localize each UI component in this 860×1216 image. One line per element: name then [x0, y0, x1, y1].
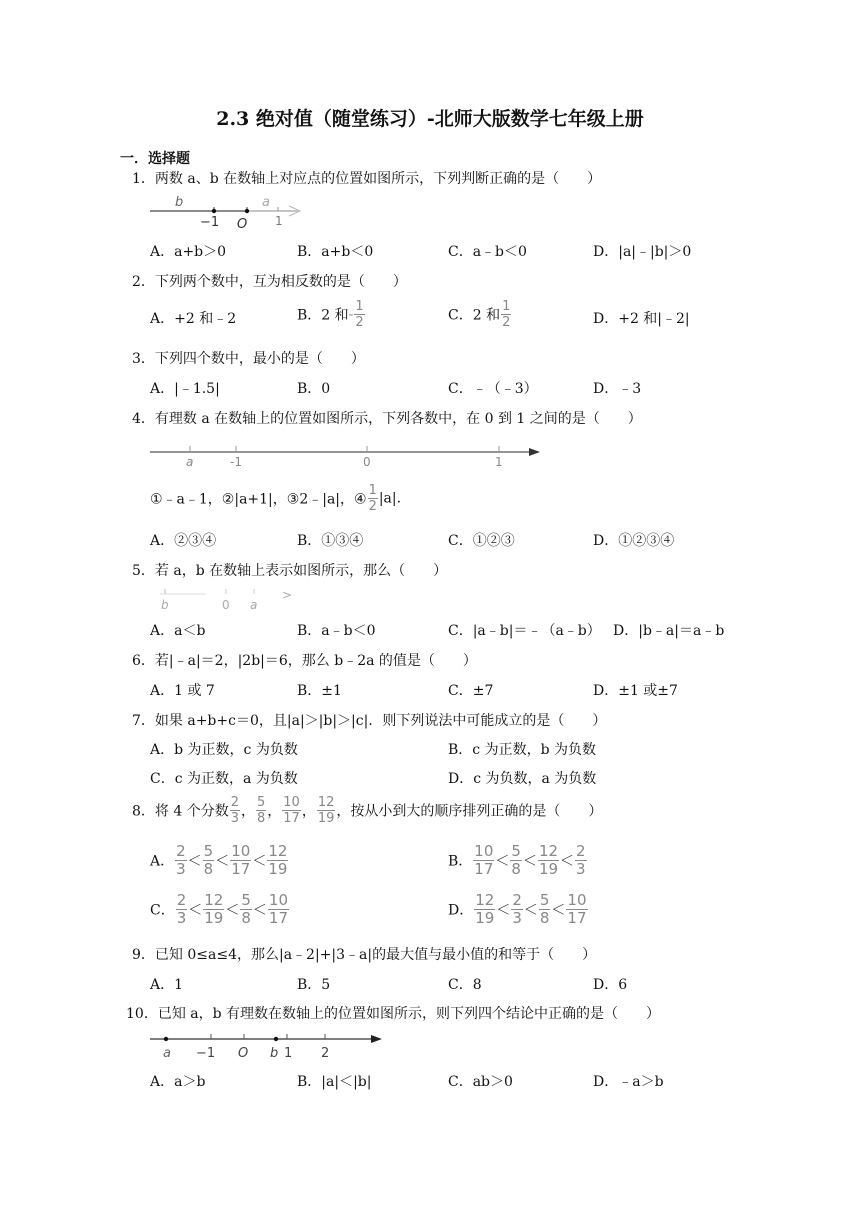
document-title: 2.3 绝对值（随堂练习）-北师大版数学七年级上册 — [216, 108, 644, 130]
q3-option-b[interactable]: B．0 — [297, 381, 331, 397]
numerator: 12 — [204, 891, 224, 909]
denominator: 19 — [475, 909, 495, 927]
numerator: 10 — [567, 891, 587, 909]
question-2-text: 2．下列两个数中，互为相反数的是（ ） — [132, 274, 407, 290]
question-1-text: 1．两数 a、b 在数轴上对应点的位置如图所示，下列判断正确的是（ ） — [132, 171, 602, 187]
q9-option-b[interactable]: B．5 — [297, 977, 331, 993]
numerator: 10 — [283, 795, 300, 810]
less-than-sign: ＜ — [495, 853, 510, 870]
q4-label-neg1: -1 — [230, 455, 242, 469]
numerator: 1 — [355, 299, 364, 314]
q9-option-c[interactable]: C．8 — [448, 977, 482, 993]
question-10-text: 10．已知 a，b 有理数在数轴上的位置如图所示，则下列四个结论中正确的是（ ） — [126, 1006, 661, 1022]
q10-label-b: b — [270, 1046, 279, 1061]
q4-items-text: ①﹣a﹣1，②|a+1|，③2﹣|a|，④ — [150, 491, 367, 508]
question-7-text: 7．如果 a+b+c＝0，且|a|＞|b|＞|c|．则下列说法中可能成立的是（ ） — [132, 713, 607, 729]
q1-option-d[interactable]: D．|a|﹣|b|＞0 — [593, 244, 692, 260]
numerator: 2 — [176, 891, 187, 909]
q5-option-b[interactable]: B．a﹣b＜0 — [297, 623, 376, 639]
q1-option-b[interactable]: B．a+b＜0 — [297, 244, 374, 260]
q10-label-2: 2 — [321, 1046, 330, 1061]
q5-label-a: a — [250, 598, 258, 612]
numerator: 12 — [475, 891, 495, 909]
q4-label-1: 1 — [495, 455, 503, 469]
q2-option-c-label: C．2 和 — [448, 307, 501, 324]
denominator: 3 — [176, 909, 187, 927]
q3-option-c[interactable]: C．﹣（﹣3） — [448, 381, 538, 397]
numerator: 2 — [176, 842, 186, 860]
less-than-sign: ＜ — [522, 853, 537, 870]
q6-option-c[interactable]: C．±7 — [448, 683, 494, 699]
section-heading: 一．选择题 — [120, 151, 190, 167]
q4-option-b[interactable]: B．①③④ — [297, 533, 364, 549]
q4-option-c[interactable]: C．①②③ — [448, 533, 515, 549]
less-than-sign: ＜ — [187, 853, 202, 870]
q8-fraction — [256, 796, 266, 825]
q2-option-c[interactable] — [448, 300, 512, 329]
number-line-q5 — [150, 585, 310, 613]
option-label: D． — [448, 902, 474, 919]
q2-option-a[interactable]: A．+2 和﹣2 — [150, 311, 237, 327]
fraction — [575, 844, 587, 877]
q6-option-a[interactable]: A．1 或 7 — [150, 683, 215, 699]
numerator: 10 — [268, 891, 288, 909]
q2-option-c-fraction — [501, 300, 511, 329]
q1-option-c[interactable]: C．a﹣b＜0 — [448, 244, 527, 260]
denominator: 17 — [268, 909, 288, 927]
q9-option-a[interactable]: A．1 — [150, 977, 184, 993]
number-line-q10 — [148, 1028, 388, 1062]
q7-option-b[interactable]: B．c 为正数，b 为负数 — [448, 742, 596, 758]
less-than-sign: ＜ — [225, 902, 240, 919]
denominator: 19 — [268, 860, 288, 878]
numerator: 10 — [474, 842, 494, 860]
fraction — [566, 893, 587, 926]
q10-option-d[interactable]: D．﹣a＞b — [593, 1074, 664, 1090]
denominator: 8 — [511, 860, 521, 878]
q8-option-a[interactable] — [150, 844, 289, 877]
q8-fraction — [317, 796, 336, 825]
denominator: 2 — [502, 315, 511, 330]
q2-option-b-sign: - — [348, 306, 354, 323]
q8-option-b[interactable] — [448, 844, 588, 877]
q4-items — [150, 484, 401, 513]
fraction — [473, 844, 494, 877]
q7-option-a[interactable]: A．b 为正数，c 为负数 — [150, 742, 298, 758]
number-line-q4 — [148, 440, 548, 470]
denominator: 8 — [539, 909, 550, 927]
less-than-sign: ＜ — [496, 902, 511, 919]
q4-option-d[interactable]: D．①②③④ — [593, 533, 675, 549]
denominator: 8 — [203, 860, 214, 878]
q2-option-b[interactable] — [297, 300, 366, 329]
less-than-sign: ＜ — [252, 853, 267, 870]
q8-option-c[interactable] — [150, 893, 290, 926]
fraction — [539, 893, 551, 926]
q10-option-b[interactable]: B．|a|＜|b| — [297, 1074, 372, 1090]
denominator: 19 — [204, 909, 224, 927]
numerator: 2 — [512, 891, 522, 909]
denominator: 17 — [231, 860, 251, 878]
less-than-sign: ＜ — [188, 902, 203, 919]
fraction — [268, 893, 289, 926]
numerator: 12 — [268, 842, 288, 860]
denominator: 2 — [368, 499, 377, 514]
fraction — [510, 844, 522, 877]
denominator: 19 — [317, 811, 335, 826]
q10-option-a[interactable]: A．a＞b — [150, 1074, 206, 1090]
numerator: 5 — [241, 891, 251, 909]
q1-option-a[interactable]: A．a+b＞0 — [150, 244, 227, 260]
question-9-text: 9．已知 0≤a≤4，那么|a﹣2|+|3﹣a|的最大值与最小值的和等于（ ） — [132, 947, 597, 963]
denominator: 8 — [257, 811, 266, 826]
q8-fraction — [230, 796, 240, 825]
denominator: 17 — [474, 860, 494, 878]
q6-option-b[interactable]: B．±1 — [297, 683, 342, 699]
question-6-text: 6．若|﹣a|＝2，|2b|＝6，那么 b﹣2a 的值是（ ） — [132, 653, 477, 669]
denominator: 17 — [283, 811, 300, 826]
denominator: 3 — [230, 811, 239, 826]
q1-label-neg1: −1 — [200, 215, 220, 228]
q5-option-c[interactable]: C．|a﹣b|＝﹣（a﹣b） — [448, 623, 601, 639]
q1-label-b: b — [175, 195, 184, 210]
q7-option-d[interactable]: D．c 为负数，a 为负数 — [448, 771, 597, 787]
q5-option-a[interactable]: A．a＜b — [150, 623, 206, 639]
denominator: 17 — [567, 909, 587, 927]
q4-option-a[interactable]: A．②③④ — [150, 533, 217, 549]
fraction — [267, 844, 288, 877]
question-3-text: 3．下列四个数中，最小的是（ ） — [132, 351, 365, 367]
question-4-text: 4．有理数 a 在数轴上的位置如图所示，下列各数中，在 0 到 1 之间的是（ ） — [132, 411, 642, 427]
q8-fraction — [282, 796, 301, 825]
numerator: 5 — [257, 795, 266, 810]
fraction — [175, 844, 187, 877]
q5-label-b: b — [161, 598, 169, 612]
q10-label-a: a — [163, 1046, 171, 1061]
fraction — [474, 893, 495, 926]
less-than-sign: ＜ — [523, 902, 538, 919]
q4-items-tail: |a|. — [378, 490, 402, 507]
less-than-sign: ＜ — [252, 902, 267, 919]
denominator: 3 — [176, 860, 186, 878]
numerator: 5 — [511, 842, 521, 860]
question-8-text-tail: ，按从小到大的顺序排列正确的是（ ） — [336, 803, 603, 820]
q1-label-a: a — [262, 195, 270, 210]
q5-option-d[interactable]: D．|b﹣a|＝a﹣b — [613, 623, 725, 639]
q4-label-0: 0 — [363, 455, 371, 469]
q1-label-1: 1 — [275, 214, 283, 228]
q10-label-neg1: −1 — [196, 1046, 216, 1061]
less-than-sign: ＜ — [560, 853, 575, 870]
number-line-q1 — [148, 194, 308, 228]
denominator: 2 — [355, 315, 364, 330]
numerator: 12 — [317, 795, 335, 810]
q4-items-fraction — [368, 484, 378, 513]
numerator: 5 — [203, 842, 214, 860]
q5-arrow: > — [282, 588, 293, 602]
q4-label-a: a — [186, 455, 194, 469]
fraction — [538, 844, 559, 877]
q7-option-c[interactable]: C．c 为正数，a 为负数 — [150, 771, 298, 787]
fraction — [230, 844, 251, 877]
option-label: C． — [150, 902, 175, 919]
question-8-text: 8．将 4 个分数 — [132, 803, 229, 820]
numerator: 2 — [576, 842, 586, 860]
q1-label-o: O — [237, 217, 248, 228]
denominator: 19 — [538, 860, 559, 878]
q8-option-d[interactable] — [448, 893, 589, 926]
numerator: 10 — [231, 842, 251, 860]
numerator: 12 — [538, 842, 559, 860]
q6-option-d[interactable]: D．±1 或±7 — [593, 683, 678, 699]
numerator: 1 — [368, 483, 377, 498]
q3-option-d[interactable]: D．﹣3 — [593, 381, 642, 397]
q2-option-b-label: B．2 和 — [297, 307, 349, 324]
denominator: 3 — [576, 860, 586, 878]
fraction — [203, 893, 224, 926]
q2-option-d[interactable]: D．+2 和|﹣2| — [593, 311, 690, 327]
q2-option-b-fraction — [354, 300, 364, 329]
numerator: 5 — [539, 891, 550, 909]
denominator: 8 — [241, 909, 251, 927]
q10-label-1: 1 — [284, 1046, 293, 1061]
q10-label-o: O — [238, 1046, 249, 1061]
q3-option-a[interactable]: A．|﹣1.5| — [150, 381, 220, 397]
less-than-sign: ＜ — [551, 902, 566, 919]
denominator: 3 — [512, 909, 522, 927]
fraction — [176, 893, 188, 926]
fraction — [203, 844, 215, 877]
fraction — [240, 893, 252, 926]
numerator: 2 — [230, 795, 239, 810]
numerator: 1 — [502, 299, 511, 314]
fraction — [511, 893, 523, 926]
less-than-sign: ＜ — [215, 853, 230, 870]
option-label: B． — [448, 853, 473, 870]
q9-option-d[interactable]: D．6 — [593, 977, 628, 993]
q10-option-c[interactable]: C．ab＞0 — [448, 1074, 513, 1090]
option-label: A． — [150, 853, 175, 870]
question-5-text: 5．若 a，b 在数轴上表示如图所示，那么（ ） — [132, 563, 448, 579]
question-8: 8．将 4 个分数 $\frac{2}{3}$ ， $\frac{5}{8}$ ， $\frac{10}{17}$ ， $\frac{12}{19}$ ，按从小到大的顺序排列正确的是（ ） — [132, 795, 603, 826]
q5-label-0: 0 — [222, 598, 230, 612]
